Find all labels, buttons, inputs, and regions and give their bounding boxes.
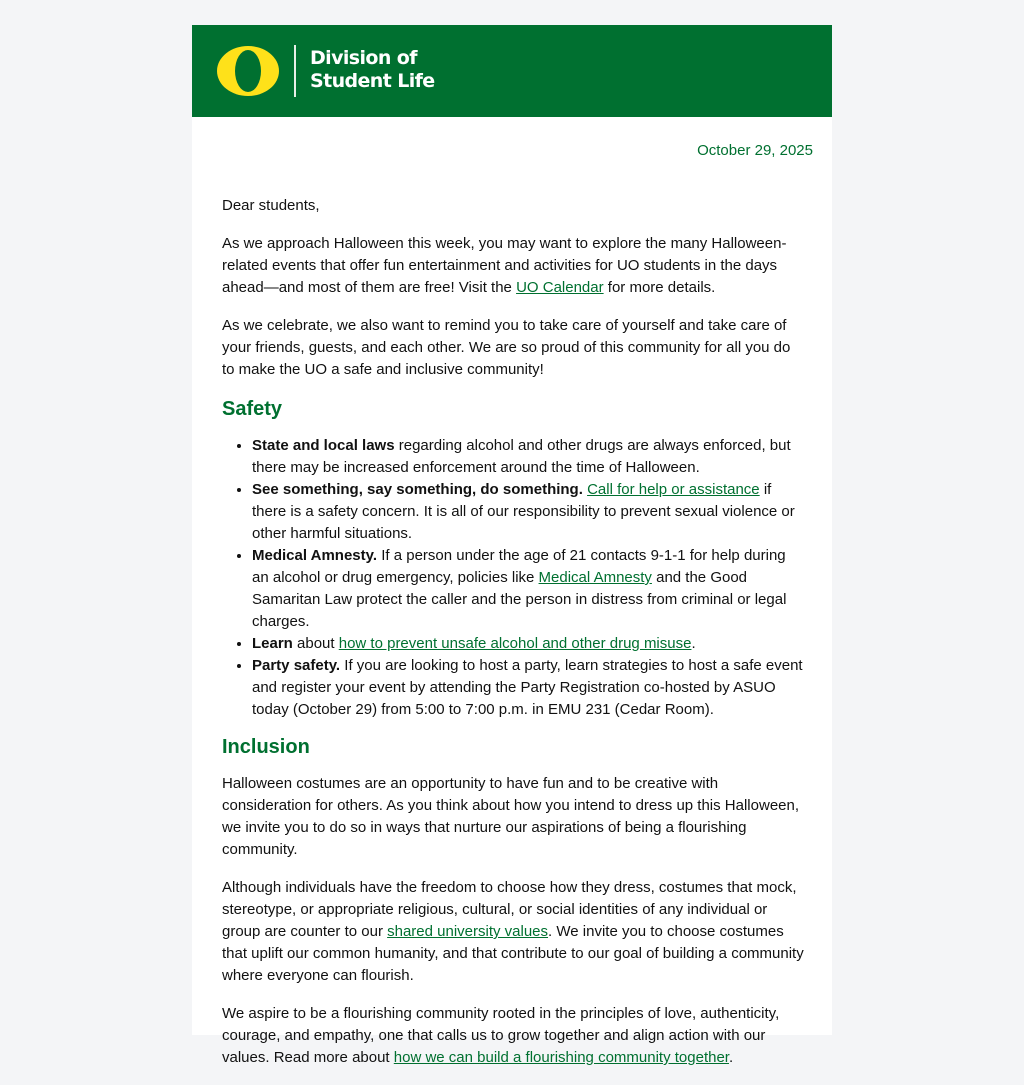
text: We aspire to be a flourishing community rooted in the principles of love, authenticity, courage, and empathy, one that calls us to grow together and align action with our values. Read more about	[222, 1005, 780, 1066]
list-item	[252, 435, 804, 479]
safety-heading: Safety	[222, 398, 283, 420]
text: If a person under the age of 21 contacts 9-1-1 for help during an alcohol or drug emergency, policies like	[252, 547, 786, 586]
email-date: October 29, 2025	[697, 142, 813, 159]
text: regarding alcohol and other drugs are always enforced, but there may be increased enforcement around the time of Halloween.	[252, 437, 791, 476]
prevent-drug-misuse-link[interactable]: how to prevent unsafe alcohol and other drug misuse	[338, 635, 692, 652]
item-title: See something, say something, do something.	[252, 481, 583, 498]
intro-paragraph-2: As we celebrate, we also want to remind you to take care of yourself and take care of your friends, guests, and each other. We are so proud of this community for all you do to make the UO a safe and inclusive community!	[222, 317, 791, 378]
inclusion-paragraph-3	[222, 1003, 804, 1069]
text: about	[292, 635, 339, 652]
item-title: Medical Amnesty.	[252, 547, 378, 564]
email-body	[222, 195, 804, 1085]
text: .	[691, 635, 696, 652]
call-for-help-link[interactable]: Call for help or assistance	[587, 481, 760, 498]
brand-line-1: Division of	[310, 47, 417, 69]
item-title: State and local laws	[252, 437, 395, 454]
safety-list	[222, 435, 804, 721]
brand-name	[310, 47, 435, 93]
text: As we approach Halloween this week, you may want to explore the many Halloween-related events that offer fun entertainment and activities for UO students in the days ahead—and most of them are free! Visit the	[222, 235, 787, 296]
text: for more details.	[603, 279, 716, 296]
email-card	[192, 25, 832, 1066]
item-title: Learn	[252, 635, 293, 652]
email-header	[192, 25, 832, 117]
inclusion-paragraph-1: Halloween costumes are an opportunity to have fun and to be creative with consideration for others. As you think about how you intend to dress up this Halloween, we invite you to do so in ways that nurture our aspirations of being a flourishing community.	[222, 775, 800, 858]
inclusion-heading: Inclusion	[222, 736, 310, 758]
text: If you are looking to host a party, learn strategies to host a safe event and register your event by attending the Party Registration co-hosted by ASUO today (October 29) from 5:00 to 7:00 p.m. in EMU 231 (Cedar Room).	[252, 657, 803, 718]
logo-divider	[294, 45, 296, 97]
list-item	[252, 479, 804, 545]
list-item	[252, 655, 804, 721]
greeting: Dear students,	[222, 197, 320, 214]
brand-line-2: Student Life	[310, 70, 435, 92]
text: and the Good Samaritan Law protect the caller and the person in distress from criminal or legal charges.	[252, 569, 787, 630]
uo-calendar-link[interactable]: UO Calendar	[516, 279, 604, 296]
text: . We invite you to choose costumes that uplift our common humanity, and that contribute to our goal of building a community where everyone can flourish.	[222, 923, 804, 984]
shared-values-link[interactable]: shared university values	[387, 923, 549, 940]
uo-o-logo-icon	[216, 45, 280, 97]
medical-amnesty-link[interactable]: Medical Amnesty	[538, 569, 652, 586]
list-item	[252, 633, 804, 655]
intro-paragraph	[222, 233, 804, 299]
flourishing-community-link[interactable]: how we can build a flourishing community together	[393, 1049, 729, 1066]
inclusion-paragraph-2	[222, 877, 804, 987]
text: Although individuals have the freedom to choose how they dress, costumes that mock, stereotype, or appropriate religious, cultural, or social identities of any individual or group are counter to our	[222, 879, 797, 940]
item-title: Party safety.	[252, 657, 341, 674]
text: .	[728, 1049, 734, 1066]
list-item	[252, 545, 804, 633]
text: if there is a safety concern. It is all of our responsibility to prevent sexual violence or other harmful situations.	[252, 481, 795, 542]
